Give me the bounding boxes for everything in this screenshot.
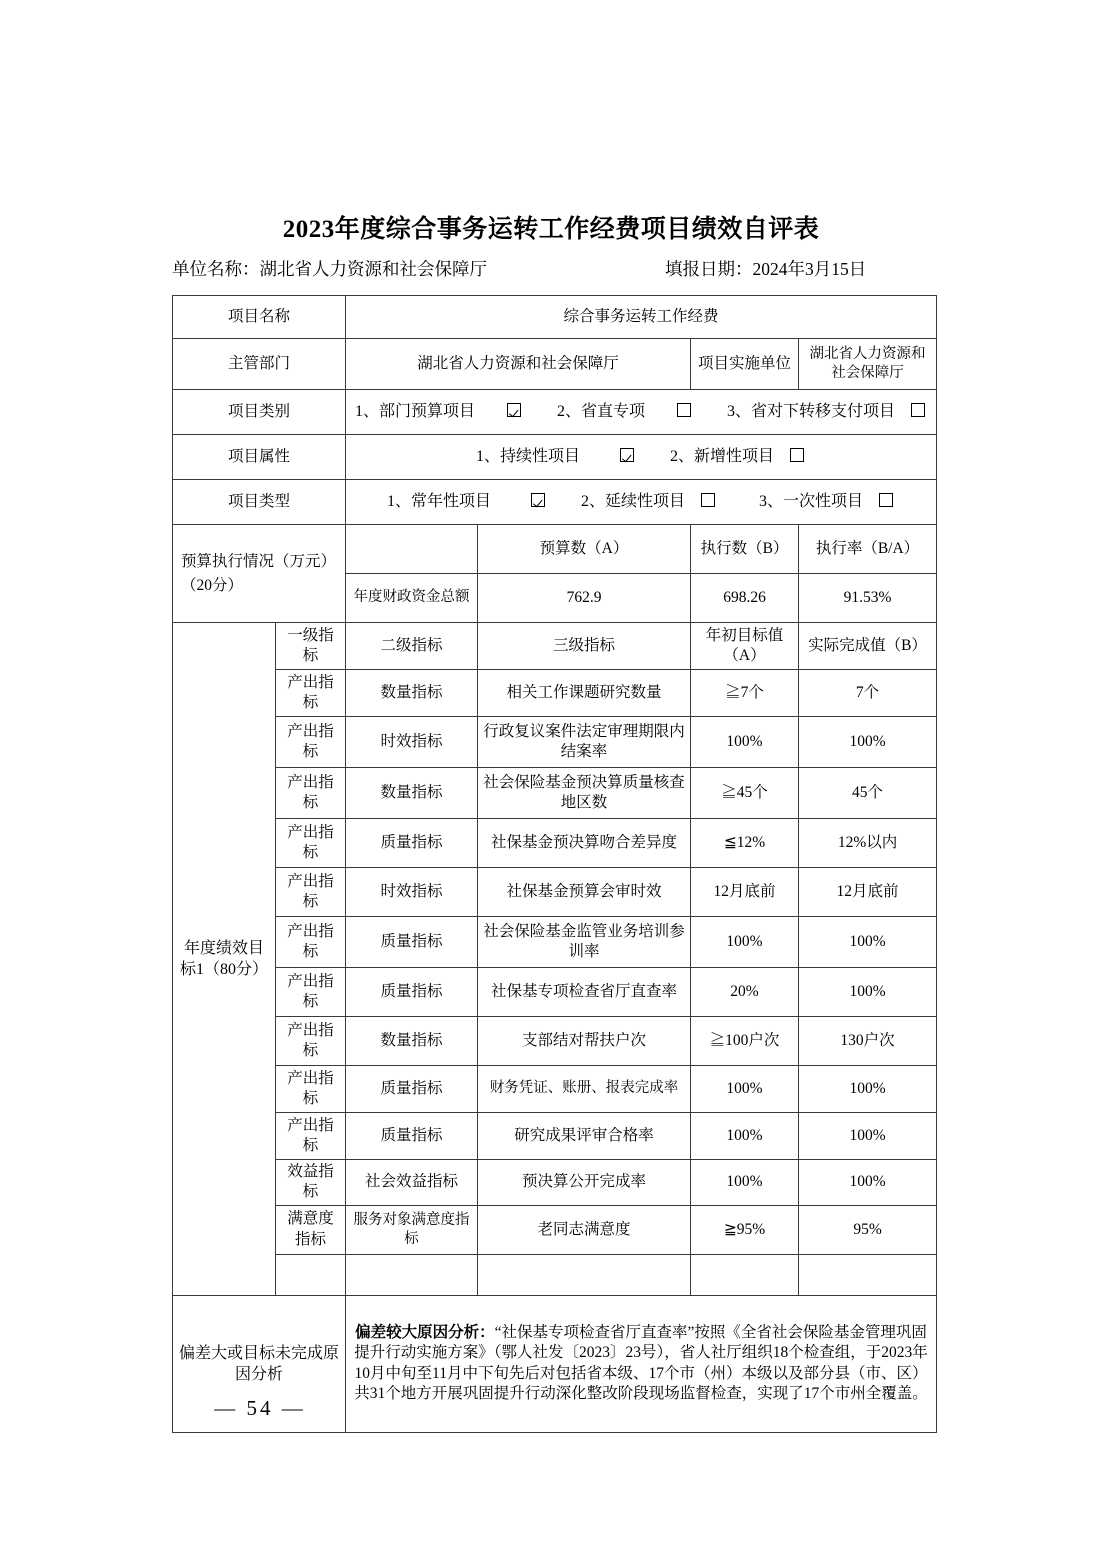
- type-option-2-checkbox[interactable]: [701, 493, 715, 507]
- attribute-option-1-text: 1、持续性项目: [476, 448, 581, 466]
- attribute-option-1-checkbox[interactable]: [620, 448, 634, 462]
- indicator-level1: [276, 1254, 346, 1295]
- indicator-level2: [346, 1254, 478, 1295]
- indicator-level2: 数量指标: [346, 768, 478, 819]
- table-row: [173, 768, 937, 819]
- indicator-actual-header: 实际完成值（B）: [799, 623, 937, 670]
- indicator-level2: 质量指标: [346, 917, 478, 968]
- indicator-actual: 45个: [799, 768, 937, 819]
- project-attribute-label: 项目属性: [173, 435, 346, 480]
- supervisor-value: 湖北省人力资源和社会保障厅: [346, 339, 691, 390]
- table-row: [173, 868, 937, 917]
- table-row-project-category: [173, 390, 937, 435]
- indicator-level3: 支部结对帮扶户次: [478, 1017, 691, 1066]
- category-option-3-checkbox[interactable]: [911, 403, 925, 417]
- table-row: [173, 1205, 937, 1254]
- table-row: [173, 670, 937, 717]
- indicator-target-header: 年初目标值（A）: [691, 623, 799, 670]
- deviation-analysis-content: [346, 1295, 937, 1432]
- table-row-project-name: [173, 296, 937, 339]
- table-row-empty: [173, 1254, 937, 1295]
- project-name-label: 项目名称: [173, 296, 346, 339]
- indicator-level2: 质量指标: [346, 1066, 478, 1113]
- indicator-actual: 100%: [799, 1066, 937, 1113]
- budget-execution-label: 预算执行情况（万元）（20分）: [173, 525, 346, 623]
- implement-unit-label: 项目实施单位: [691, 339, 799, 390]
- indicator-level2: 社会效益指标: [346, 1160, 478, 1206]
- indicator-level1: 产出指标: [276, 717, 346, 768]
- attribute-option-2-text: 2、新增性项目: [670, 448, 775, 466]
- indicator-level1-header: 一级指标: [276, 623, 346, 670]
- budget-row-label: 年度财政资金总额: [346, 574, 478, 623]
- indicator-level2: 时效指标: [346, 717, 478, 768]
- indicator-level3: 相关工作课题研究数量: [478, 670, 691, 717]
- indicator-level1: 产出指标: [276, 1066, 346, 1113]
- indicator-level1: 产出指标: [276, 768, 346, 819]
- indicator-level1: 产出指标: [276, 868, 346, 917]
- category-option-2-checkbox[interactable]: [677, 403, 691, 417]
- indicator-level2: 时效指标: [346, 868, 478, 917]
- indicator-level3-header: 三级指标: [478, 623, 691, 670]
- indicator-target: ≧95%: [691, 1205, 799, 1254]
- budget-empty-cell: [346, 525, 478, 574]
- indicator-level1: 产出指标: [276, 917, 346, 968]
- indicator-level3: 预决算公开完成率: [478, 1160, 691, 1206]
- implement-unit-value: 湖北省人力资源和社会保障厅: [799, 339, 937, 390]
- indicator-level3: 研究成果评审合格率: [478, 1113, 691, 1160]
- indicator-actual: 12月底前: [799, 868, 937, 917]
- type-option-2-text: 2、延续性项目: [581, 493, 686, 511]
- table-row: [173, 917, 937, 968]
- indicator-target: 100%: [691, 1113, 799, 1160]
- indicator-level1: 满意度指标: [276, 1205, 346, 1254]
- indicator-actual: 100%: [799, 1160, 937, 1206]
- indicator-actual: 100%: [799, 968, 937, 1017]
- type-option-1-checkbox[interactable]: [531, 493, 545, 507]
- document-meta: [172, 256, 936, 280]
- attribute-option-2-checkbox[interactable]: [790, 448, 804, 462]
- indicator-level2-header: 二级指标: [346, 623, 478, 670]
- budget-amount-header: 预算数（A）: [478, 525, 691, 574]
- indicator-target: [691, 1254, 799, 1295]
- table-row-indicator-header: [173, 623, 937, 670]
- indicator-level3: 行政复议案件法定审理期限内结案率: [478, 717, 691, 768]
- indicator-level2: 数量指标: [346, 670, 478, 717]
- indicator-target: ≧100户次: [691, 1017, 799, 1066]
- table-row-project-type: [173, 480, 937, 525]
- indicator-target: 100%: [691, 917, 799, 968]
- budget-executed-value: 698.26: [691, 574, 799, 623]
- type-option-1-text: 1、常年性项目: [387, 493, 492, 511]
- deviation-analysis-heading: 偏差较大原因分析：: [355, 1324, 495, 1341]
- indicator-level3: 社保基金预算会审时效: [478, 868, 691, 917]
- indicator-level3: 老同志满意度: [478, 1205, 691, 1254]
- table-row: [173, 717, 937, 768]
- indicator-level3: 社保基金预决算吻合差异度: [478, 819, 691, 868]
- deviation-analysis-label: 偏差大或目标未完成原因分析: [173, 1295, 346, 1432]
- indicator-level1: 产出指标: [276, 968, 346, 1017]
- project-type-options: [346, 480, 937, 525]
- indicator-target: 100%: [691, 717, 799, 768]
- report-date-label: 填报日期：2024年3月15日: [665, 259, 867, 279]
- category-option-1-checkbox[interactable]: [507, 403, 521, 417]
- table-row: [173, 1017, 937, 1066]
- table-row: [173, 819, 937, 868]
- indicator-actual: 100%: [799, 717, 937, 768]
- table-row: [173, 1160, 937, 1206]
- project-attribute-options: [346, 435, 937, 480]
- project-category-label: 项目类别: [173, 390, 346, 435]
- indicator-level1: 产出指标: [276, 670, 346, 717]
- indicator-level3: [478, 1254, 691, 1295]
- table-row-project-attribute: [173, 435, 937, 480]
- budget-amount-value: 762.9: [478, 574, 691, 623]
- table-row-budget-header: [173, 525, 937, 574]
- indicator-level2: 数量指标: [346, 1017, 478, 1066]
- project-category-options: [346, 390, 937, 435]
- table-row: [173, 968, 937, 1017]
- indicator-actual: 7个: [799, 670, 937, 717]
- indicator-target: 100%: [691, 1160, 799, 1206]
- indicator-level2: 质量指标: [346, 819, 478, 868]
- indicator-target: 20%: [691, 968, 799, 1017]
- indicator-target: ≦12%: [691, 819, 799, 868]
- indicator-target: 100%: [691, 1066, 799, 1113]
- budget-rate-header: 执行率（B/A）: [799, 525, 937, 574]
- indicator-level2: 质量指标: [346, 968, 478, 1017]
- category-option-2-text: 2、省直专项: [557, 403, 646, 421]
- indicator-level1: 产出指标: [276, 1017, 346, 1066]
- indicator-level3: 社会保险基金监管业务培训参训率: [478, 917, 691, 968]
- indicator-actual: 95%: [799, 1205, 937, 1254]
- project-type-label: 项目类型: [173, 480, 346, 525]
- indicator-level2: 质量指标: [346, 1113, 478, 1160]
- unit-name-label: 单位名称：湖北省人力资源和社会保障厅: [172, 259, 487, 279]
- indicator-level1: 产出指标: [276, 1113, 346, 1160]
- table-row-supervisor: [173, 339, 937, 390]
- indicator-target: 12月底前: [691, 868, 799, 917]
- supervisor-label: 主管部门: [173, 339, 346, 390]
- indicator-target: ≧7个: [691, 670, 799, 717]
- page-title: 2023年度综合事务运转工作经费项目绩效自评表: [282, 216, 820, 243]
- type-option-3-text: 3、一次性项目: [759, 493, 864, 511]
- annual-performance-goal-label: 年度绩效目标1（80分）: [173, 623, 276, 1296]
- category-option-3-text: 3、省对下转移支付项目: [727, 403, 896, 421]
- indicator-level1: 效益指标: [276, 1160, 346, 1206]
- indicator-level3: 社会保险基金预决算质量核查地区数: [478, 768, 691, 819]
- table-row: [173, 1113, 937, 1160]
- indicator-actual: [799, 1254, 937, 1295]
- deviation-analysis-body: “社保基专项检查省厅直查率”按照《全省社会保险基金管理巩固提升行动实施方案》（鄂人社发〔2023〕23号），省人社厅组织18个检查组，于2023年10月中旬至11月中下旬先后对包括省本级、17个市（州）本级以及部分县（市、区）共31个地方开展巩固提升行动深化整改阶段现场监督检查，实现了17个市州全覆盖。: [354, 1324, 928, 1403]
- indicator-level3: 财务凭证、账册、报表完成率: [478, 1066, 691, 1113]
- indicator-target: ≧45个: [691, 768, 799, 819]
- indicator-actual: 130户次: [799, 1017, 937, 1066]
- indicator-actual: 12%以内: [799, 819, 937, 868]
- budget-rate-value: 91.53%: [799, 574, 937, 623]
- performance-evaluation-table: [172, 295, 937, 1433]
- indicator-actual: 100%: [799, 917, 937, 968]
- category-option-1-text: 1、部门预算项目: [355, 403, 476, 421]
- indicator-level1: 产出指标: [276, 819, 346, 868]
- table-row: [173, 1066, 937, 1113]
- type-option-3-checkbox[interactable]: [879, 493, 893, 507]
- indicator-level2: 服务对象满意度指标: [346, 1205, 478, 1254]
- indicator-actual: 100%: [799, 1113, 937, 1160]
- page-number: — 54 —: [214, 1396, 306, 1420]
- project-name-value: 综合事务运转工作经费: [346, 296, 937, 339]
- indicator-level3: 社保基专项检查省厅直查率: [478, 968, 691, 1017]
- budget-executed-header: 执行数（B）: [691, 525, 799, 574]
